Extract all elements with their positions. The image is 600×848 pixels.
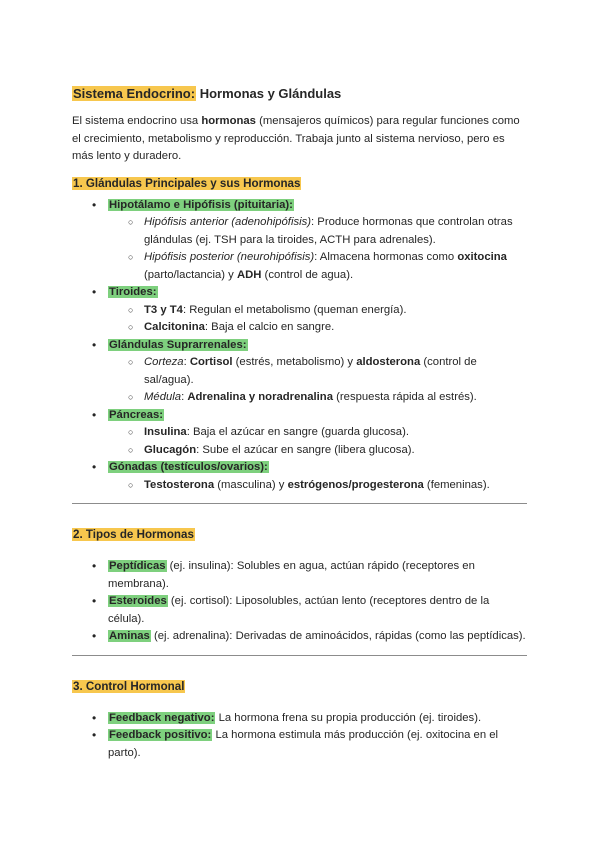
item-text: (control de sal/agua). [144,356,477,386]
item-bold: oxitocina [457,251,507,263]
item-text: : [183,356,190,368]
item-text: La hormona estimula más producción (ej. oxitocina en el parto). [108,729,499,759]
sub-list-item [72,302,527,320]
list-item [72,284,527,337]
item-bold: Adrenalina y noradrenalina [187,391,333,403]
type-label: Aminas [109,630,150,642]
item-italic: Hipófisis anterior (adenohipófisis) [144,216,312,228]
section-heading-text: 3. Control Hormonal [73,679,185,693]
sub-list [108,302,527,337]
list-item [72,558,527,593]
item-italic: Médula [144,391,182,403]
gland-label: Páncreas: [109,408,164,421]
item-bold: Insulina [144,426,187,438]
list-item [72,727,527,762]
item-bold: aldosterona [356,356,421,368]
item-text: (femeninas). [423,478,490,491]
item-bold: Glucagón [144,443,197,456]
sub-list-item [72,442,527,460]
list-item [72,459,527,494]
intro-bold: hormonas [201,115,256,127]
item-text: (control de agua). [261,268,354,281]
sub-list [108,477,527,495]
intro-text-cont: (mensajeros químicos) para regular funciones como el crecimiento, metabolismo y reproducción. Trabaja junto al sistema nervioso, pero es más lento y duradero. [72,115,520,162]
item-italic: Hipófisis posterior (neurohipófisis) [144,251,315,263]
horizontal-rule [72,503,527,504]
type-label: Esteroides [109,595,167,607]
item-text: : Baja el azúcar en sangre (guarda glucosa). [186,426,409,438]
item-text: La hormona frena su propia producción (ej. tiroides). [215,711,482,724]
section-heading [72,175,527,193]
item-bold: Cortisol [189,356,233,368]
gland-label: Glándulas Suprarrenales: [109,338,247,351]
list-item [72,337,527,407]
item-text: : Sube el azúcar en sangre (libera glucosa). [196,443,415,456]
section-heading-text: 2. Tipos de Hormonas [73,528,194,541]
item-text: : [181,391,188,403]
item-bold: Calcitonina [144,321,205,333]
item-text: (parto/lactancia) y [144,268,237,281]
list-item [72,628,527,646]
section-heading-text: 1. Glándulas Principales y sus Hormonas [73,176,301,190]
section-glandulas [72,175,527,495]
sub-list-item [72,319,527,337]
control-label: Feedback positivo: [109,729,212,741]
item-bold: estrógenos/progesterona [287,478,424,491]
list-item [72,197,527,285]
control-label: Feedback negativo: [109,711,215,724]
item-text: (estrés, metabolismo) y [232,356,357,368]
item-text: : Almacena hormonas como [314,251,458,263]
gland-list [72,197,527,495]
gland-label: Hipotálamo e Hipófisis (pituitaria): [109,198,293,211]
sub-list-item [72,389,527,407]
item-text: (respuesta rápida al estrés). [333,391,477,403]
section-tipos [72,526,527,646]
item-text: (masculina) y [214,478,288,491]
item-text: (ej. cortisol): Liposolubles, actúan lento (receptores dentro de la célula). [108,595,490,625]
gland-label: Tiroides: [109,286,157,298]
item-italic: Corteza [144,356,184,368]
list-item [72,593,527,628]
item-bold: ADH [236,268,262,281]
item-bold: Testosterona [144,478,215,491]
sub-list-item [72,354,527,389]
control-list [72,710,527,763]
horizontal-rule [72,655,527,656]
sub-list [108,354,527,407]
document-title [72,84,527,104]
sub-list-item [72,477,527,495]
section-heading [72,526,527,544]
title-highlight: Sistema Endocrino: [73,86,196,101]
item-text: (ej. insulina): Solubles en agua, actúan rápido (receptores en membrana). [108,560,475,590]
type-label: Peptídicas [109,560,166,572]
intro-paragraph [72,113,527,166]
item-text: : Produce hormonas que controlan otras glándulas (ej. TSH para la tiroides, ACTH para adrenales). [144,216,513,246]
list-item [72,407,527,460]
item-text: : Baja el calcio en sangre. [204,321,335,333]
types-list [72,558,527,646]
sub-list-item [72,424,527,442]
section-control [72,678,527,763]
gland-label: Gónadas (testículos/ovarios): [109,461,268,473]
sub-list-item [72,214,527,249]
item-text: : Regulan el metabolismo (queman energía). [182,303,407,316]
sub-list-item [72,249,527,284]
title-rest: Hormonas y Glándulas [196,86,342,101]
document-page [72,84,527,762]
item-bold: T3 y T4 [144,303,183,316]
section-heading [72,678,527,696]
sub-list [108,424,527,459]
list-item [72,710,527,728]
item-text: (ej. adrenalina): Derivadas de aminoácidos, rápidas (como las peptídicas). [150,630,526,642]
intro-text: El sistema endocrino usa [72,115,202,127]
sub-list [108,214,527,284]
